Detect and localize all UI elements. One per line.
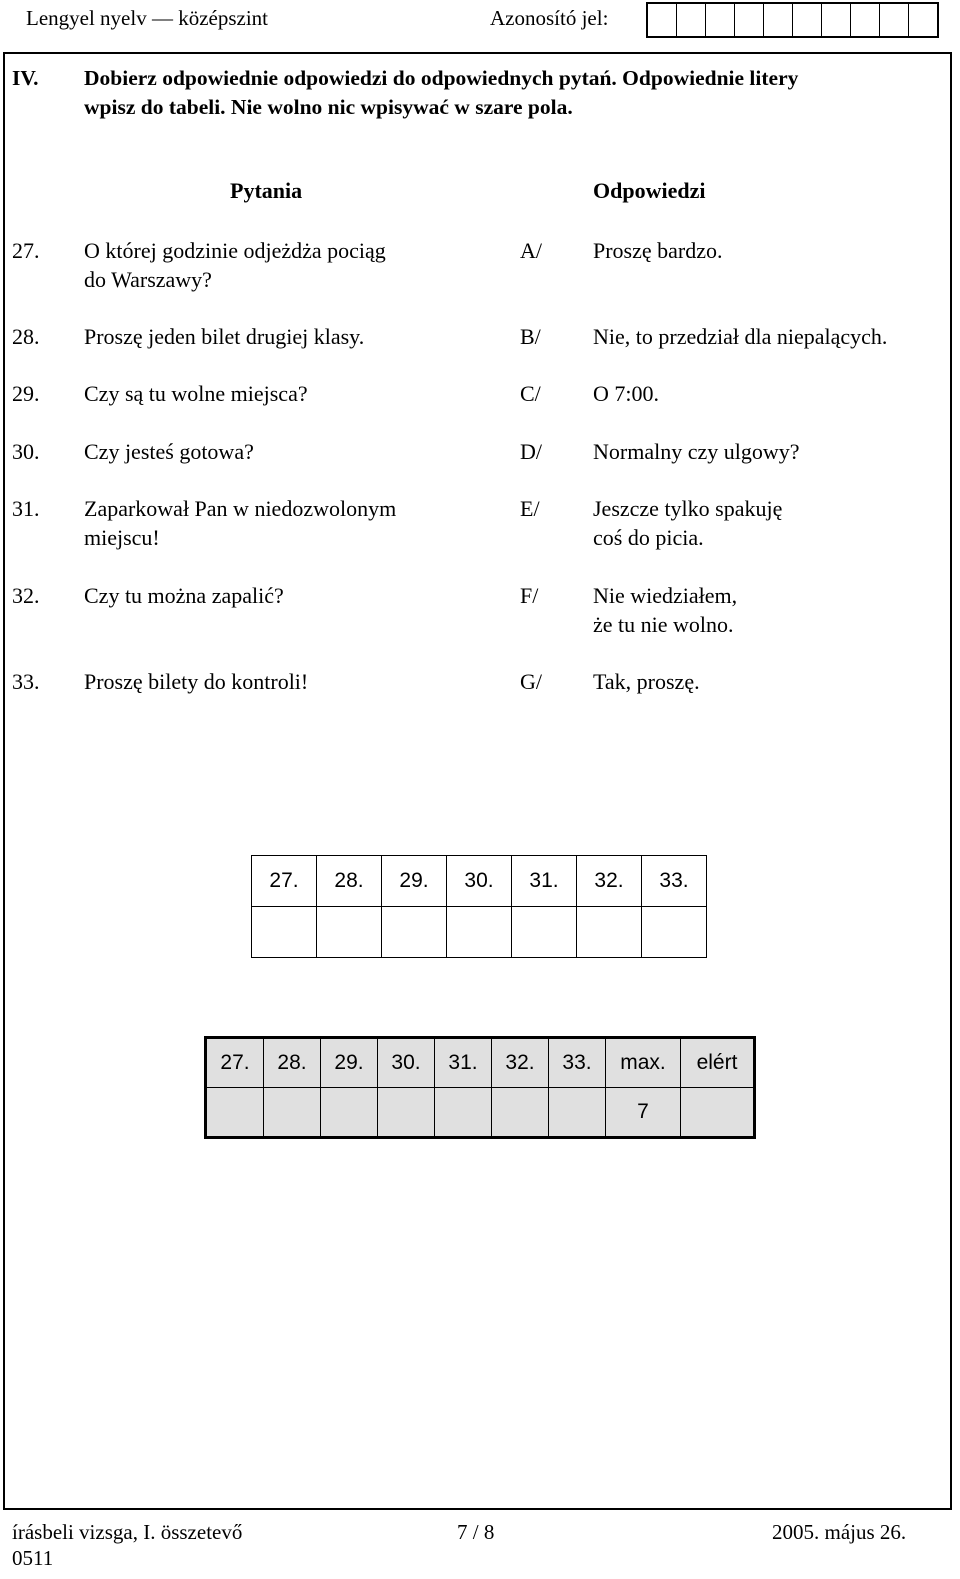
question-number: 30. <box>12 439 40 464</box>
id-code-box[interactable] <box>793 4 822 36</box>
answer-text: Proszę bardzo. <box>593 238 723 263</box>
score-cell <box>264 1088 321 1138</box>
answer-cell[interactable] <box>642 907 707 958</box>
answer-text: Jeszcze tylko spakuję <box>593 496 783 521</box>
answer-table-header: 33. <box>642 856 707 907</box>
footer-exam-part: írásbeli vizsga, I. összetevő <box>12 1520 243 1544</box>
exam-subject: Lengyel nyelv — középszint <box>26 6 269 30</box>
question-number: 31. <box>12 496 40 521</box>
instruction-line-1: Dobierz odpowiednie odpowiedzi do odpowiednych pytań. Odpowiednie litery <box>84 66 799 90</box>
score-cell <box>681 1088 755 1138</box>
score-cell <box>435 1088 492 1138</box>
answer-letter: E/ <box>520 496 540 521</box>
score-table-header: 27. <box>206 1038 264 1088</box>
id-code-box[interactable] <box>735 4 764 36</box>
answer-table-header: 29. <box>382 856 447 907</box>
answer-cell[interactable] <box>447 907 512 958</box>
answer-letter: D/ <box>520 439 542 464</box>
answer-letter: C/ <box>520 381 541 406</box>
answer-letter: F/ <box>520 583 539 608</box>
answer-table-header: 31. <box>512 856 577 907</box>
score-table <box>204 1036 756 1139</box>
answer-cell[interactable] <box>382 907 447 958</box>
answer-table-header: 28. <box>317 856 382 907</box>
answer-table <box>251 855 707 958</box>
answer-cell[interactable] <box>577 907 642 958</box>
answer-cell[interactable] <box>317 907 382 958</box>
question-text: Zaparkował Pan w niedozwolonym <box>84 496 397 521</box>
question-number: 28. <box>12 324 40 349</box>
id-code-box[interactable] <box>677 4 706 36</box>
score-table-header: 31. <box>435 1038 492 1088</box>
section-number: IV. <box>12 66 39 90</box>
answer-text: coś do picia. <box>593 525 704 550</box>
score-table-header: 32. <box>492 1038 549 1088</box>
answers-heading: Odpowiedzi <box>593 178 706 203</box>
answer-text: Nie wiedziałem, <box>593 583 738 608</box>
answer-text: Tak, proszę. <box>593 669 700 694</box>
page-number: 7 / 8 <box>457 1520 495 1544</box>
score-table-header: elért <box>681 1038 755 1088</box>
score-table-header: max. <box>606 1038 681 1088</box>
question-number: 29. <box>12 381 40 406</box>
score-table-header: 28. <box>264 1038 321 1088</box>
id-code-box[interactable] <box>648 4 677 36</box>
question-text: Czy jesteś gotowa? <box>84 439 254 464</box>
id-code-box[interactable] <box>764 4 793 36</box>
answer-cell[interactable] <box>512 907 577 958</box>
score-cell <box>206 1088 264 1138</box>
question-text: Proszę jeden bilet drugiej klasy. <box>84 324 365 349</box>
answer-cell[interactable] <box>252 907 317 958</box>
answer-table-header: 30. <box>447 856 512 907</box>
question-text: Czy są tu wolne miejsca? <box>84 381 308 406</box>
id-code-box[interactable] <box>880 4 909 36</box>
footer-code: 0511 <box>12 1546 54 1570</box>
answer-text: Normalny czy ulgowy? <box>593 439 800 464</box>
question-text: do Warszawy? <box>84 267 212 292</box>
score-cell <box>321 1088 378 1138</box>
answer-letter: G/ <box>520 669 542 694</box>
question-text: miejscu! <box>84 525 160 550</box>
question-number: 27. <box>12 238 40 263</box>
id-code-box[interactable] <box>822 4 851 36</box>
id-label: Azonosító jel: <box>490 6 609 30</box>
question-number: 32. <box>12 583 40 608</box>
score-table-header: 33. <box>549 1038 606 1088</box>
answer-letter: A/ <box>520 238 542 263</box>
answer-text: O 7:00. <box>593 381 659 406</box>
question-number: 33. <box>12 669 40 694</box>
question-text: Proszę bilety do kontroli! <box>84 669 309 694</box>
instruction-line-2: wpisz do tabeli. Nie wolno nic wpisywać w szare pola. <box>84 95 573 119</box>
score-cell <box>378 1088 435 1138</box>
answer-letter: B/ <box>520 324 541 349</box>
score-table-header: 29. <box>321 1038 378 1088</box>
id-code-box[interactable] <box>851 4 880 36</box>
question-text: O której godzinie odjeżdża pociąg <box>84 238 386 263</box>
exam-date: 2005. május 26. <box>772 1520 907 1544</box>
answer-table-header: 32. <box>577 856 642 907</box>
id-code-box[interactable] <box>706 4 735 36</box>
id-code-boxes[interactable] <box>646 2 939 38</box>
score-cell <box>549 1088 606 1138</box>
answer-text: że tu nie wolno. <box>593 612 734 637</box>
id-code-box[interactable] <box>909 4 937 36</box>
answer-table-header: 27. <box>252 856 317 907</box>
answer-text: Nie, to przedział dla niepalących. <box>593 324 888 349</box>
questions-heading: Pytania <box>230 178 303 203</box>
max-score-value: 7 <box>606 1088 681 1138</box>
score-cell <box>492 1088 549 1138</box>
question-text: Czy tu można zapalić? <box>84 583 284 608</box>
score-table-header: 30. <box>378 1038 435 1088</box>
